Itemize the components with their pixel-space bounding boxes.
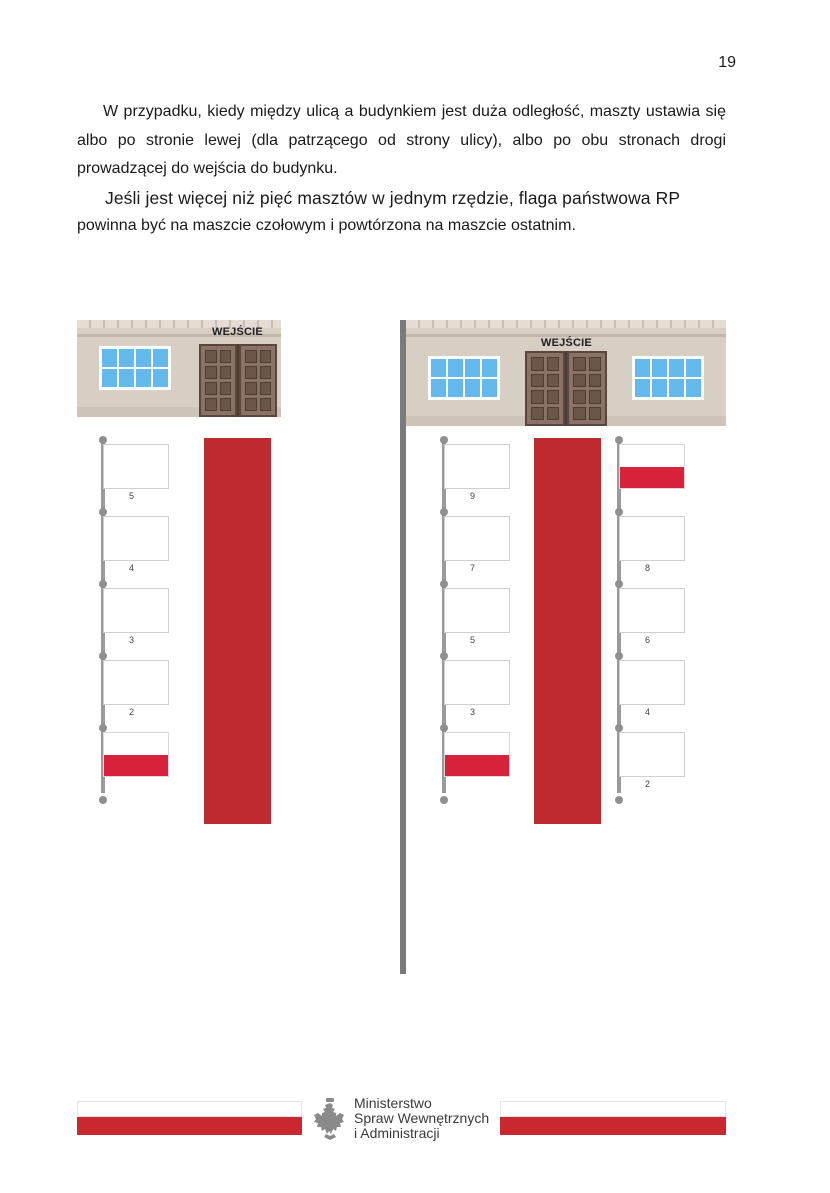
flag-position-number: 8 [645, 563, 651, 573]
entrance-door [525, 351, 607, 426]
entrance-label: WEJŚCIE [212, 326, 263, 338]
flag-position-number: 2 [645, 779, 651, 789]
flag [444, 516, 510, 561]
flag [619, 516, 685, 561]
red-carpet [204, 438, 271, 824]
flag-position-number: 4 [645, 707, 651, 717]
polish-flag [103, 732, 169, 777]
flag-position-number: 5 [129, 491, 135, 501]
flag-position-number: 3 [470, 707, 476, 717]
polish-flag [444, 732, 510, 777]
flag [444, 660, 510, 705]
pole-joint [440, 652, 448, 660]
window [99, 346, 171, 390]
body-text [77, 98, 726, 241]
pole-joint [615, 724, 623, 732]
pole-joint [615, 796, 623, 804]
flag-position-number: 7 [470, 563, 476, 573]
pole-joint [440, 508, 448, 516]
page-number: 19 [718, 54, 736, 71]
ministry-name: Ministerstwo Spraw Wewnętrznych i Administracji [354, 1095, 490, 1141]
pole-joint [99, 724, 107, 732]
red-carpet [534, 438, 601, 824]
flag [103, 516, 169, 561]
polish-flag [619, 444, 685, 489]
entrance-door [199, 344, 277, 417]
pole-joint [615, 436, 623, 444]
building-facade [77, 320, 281, 417]
entrance-label: WEJŚCIE [541, 337, 592, 349]
footer-flag-bar-left [77, 1101, 302, 1135]
paragraph-2-lead: Jeśli jest więcej niż pięć masztów w jednym rzędzie, flaga państwowa RP [105, 187, 681, 208]
pole-joint [615, 580, 623, 588]
pole-joint [615, 508, 623, 516]
window [428, 356, 500, 400]
pole-joint [440, 436, 448, 444]
flag [103, 444, 169, 489]
pole-joint [99, 796, 107, 804]
flag-position-number: 2 [129, 707, 135, 717]
pole-joint [99, 580, 107, 588]
paragraph-1: W przypadku, kiedy między ulicą a budynkiem jest duża odległość, maszty ustawia się albo po stronie lewej (dla patrzącego od strony ulicy), albo po obu stronach drogi prowadzącej do wejścia do budynku. [77, 103, 726, 177]
pole-joint [99, 508, 107, 516]
pole-joint [440, 796, 448, 804]
paragraph-2 [77, 184, 726, 241]
pole-joint [99, 652, 107, 660]
flag-position-number: 9 [470, 491, 476, 501]
flag [444, 588, 510, 633]
flag-position-number: 5 [470, 635, 476, 645]
pole-joint [615, 652, 623, 660]
paragraph-2-rest: powinna być na maszcie czołowym i powtórzona na maszcie ostatnim. [77, 217, 576, 234]
flag [619, 732, 685, 777]
building-facade [406, 320, 726, 426]
polish-eagle-emblem-icon [312, 1097, 348, 1141]
flag [619, 588, 685, 633]
pole-joint [440, 580, 448, 588]
window [632, 356, 704, 400]
flag [444, 444, 510, 489]
flag-position-number: 4 [129, 563, 135, 573]
pole-joint [99, 436, 107, 444]
flag [619, 660, 685, 705]
footer-flag-bar-right [500, 1101, 726, 1135]
flag-position-number: 3 [129, 635, 135, 645]
ministry-logo [312, 1095, 502, 1145]
flag [103, 660, 169, 705]
flag [103, 588, 169, 633]
pole-joint [440, 724, 448, 732]
flag-position-number: 6 [645, 635, 651, 645]
